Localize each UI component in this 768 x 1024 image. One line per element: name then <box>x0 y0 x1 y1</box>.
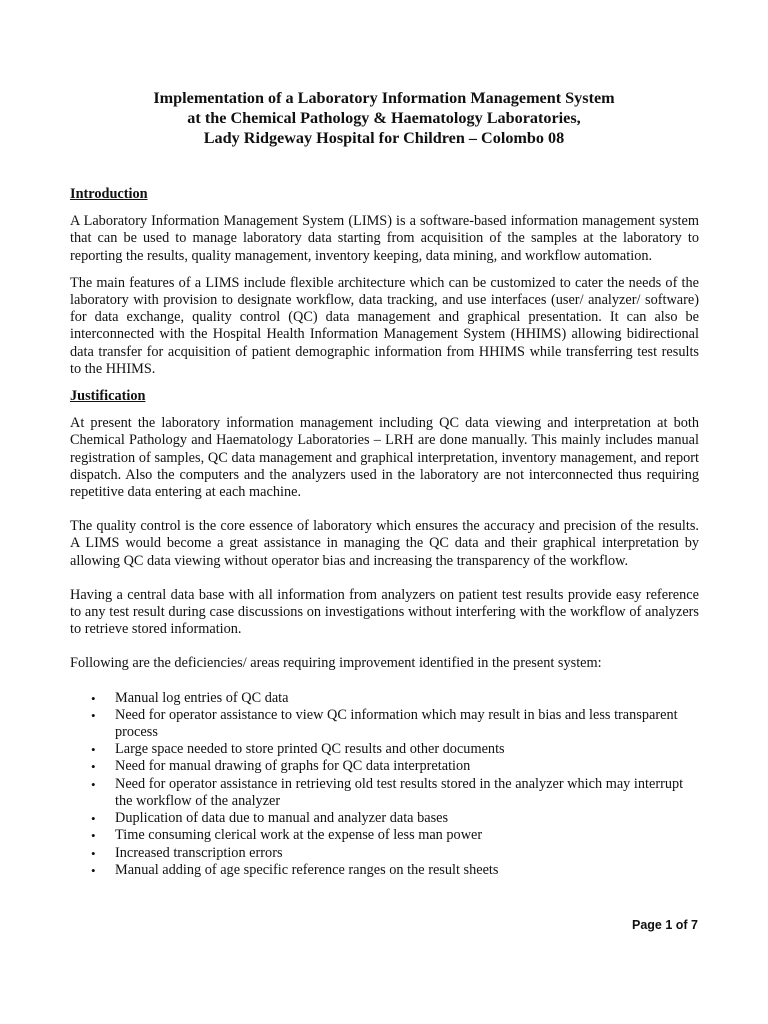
title-line-1: Implementation of a Laboratory Information Management System <box>153 89 615 107</box>
bullet-icon: • <box>91 707 96 723</box>
bullet-icon: • <box>91 759 96 775</box>
list-item <box>70 690 699 707</box>
introduction-paragraph-2: The main features of a LIMS include flexible architecture which can be customized to cater the needs of the laboratory with provision to designate workflow, data tracking, and use interfaces (user/ analyzer/ software) for data exchange, quality control (QC) data management and graphical presentation. It can also be interconnected with the Hospital Health Information Management System (HHIMS) allowing bidirectional data transfer for acquisition of patient demographic information from HHIMS while transferring test results to the HHIMS. <box>70 274 699 377</box>
document-body <box>70 186 699 879</box>
title-line-3: Lady Ridgeway Hospital for Children – Colombo 08 <box>203 129 565 147</box>
justification-paragraph-4: Following are the deficiencies/ areas requiring improvement identified in the present system: <box>70 655 602 672</box>
title-line-2: at the Chemical Pathology & Haematology Laboratories, <box>187 109 581 127</box>
justification-paragraph-1: At present the laboratory information management including QC data viewing and interpretation at both Chemical Pathology and Haematology Laboratories – LRH are done manually. This mainly includes manual registration of samples, QC data management and graphical interpretation, inventory management, and report dispatch. Also the computers and the analyzers used in the laboratory are not interconnected thus requiring repetitive data entering at each machine. <box>70 415 699 501</box>
list-item <box>70 827 699 844</box>
list-item-text: Manual adding of age specific reference ranges on the result sheets <box>115 861 499 878</box>
document-title <box>60 88 708 148</box>
bullet-icon: • <box>91 862 96 878</box>
bullet-icon: • <box>91 845 96 861</box>
list-item <box>70 845 699 862</box>
introduction-heading: Introduction <box>70 186 148 202</box>
introduction-paragraph-1: A Laboratory Information Management System (LIMS) is a software-based information management system that can be used to manage laboratory data starting from acquisition of the samples at the laboratory to reporting the results, quality management, inventory keeping, data mining, and workflow automation. <box>70 213 699 264</box>
list-item-text: Duplication of data due to manual and analyzer data bases <box>115 810 449 827</box>
list-item <box>70 707 699 741</box>
list-item <box>70 741 699 758</box>
bullet-icon: • <box>91 690 96 706</box>
list-item-text: Need for operator assistance in retrieving old test results stored in the analyzer which may interrupt the workflow of the analyzer <box>115 775 684 809</box>
bullet-icon: • <box>91 828 96 844</box>
page-number: Page 1 of 7 <box>632 918 698 932</box>
list-item-text: Large space needed to store printed QC results and other documents <box>115 741 505 758</box>
bullet-icon: • <box>91 742 96 758</box>
list-item-text: Need for manual drawing of graphs for QC data interpretation <box>115 758 471 775</box>
list-item <box>70 758 699 775</box>
justification-paragraph-2: The quality control is the core essence of laboratory which ensures the accuracy and precision of the results. A LIMS would become a great assistance in managing the QC data and their graphical interpretation by allowing QC data viewing without operator bias and increasing the transparency of the workflow. <box>70 518 699 569</box>
list-item-text: Time consuming clerical work at the expense of less man power <box>115 827 483 844</box>
bullet-icon: • <box>91 776 96 792</box>
justification-heading: Justification <box>70 388 146 405</box>
list-item-text: Need for operator assistance to view QC information which may result in bias and less transparent process <box>115 706 678 741</box>
list-item-text: Increased transcription errors <box>115 844 283 861</box>
list-item <box>70 862 699 879</box>
list-item <box>70 776 699 810</box>
bullet-icon: • <box>91 811 96 827</box>
list-item <box>70 810 699 827</box>
justification-paragraph-3: Having a central data base with all information from analyzers on patient test results provide easy reference to any test result during case discussions on investigations without interfering with the workflow of analyzers to retrieve stored information. <box>70 586 699 638</box>
deficiency-list <box>70 690 699 879</box>
list-item-text: Manual log entries of QC data <box>115 689 289 706</box>
